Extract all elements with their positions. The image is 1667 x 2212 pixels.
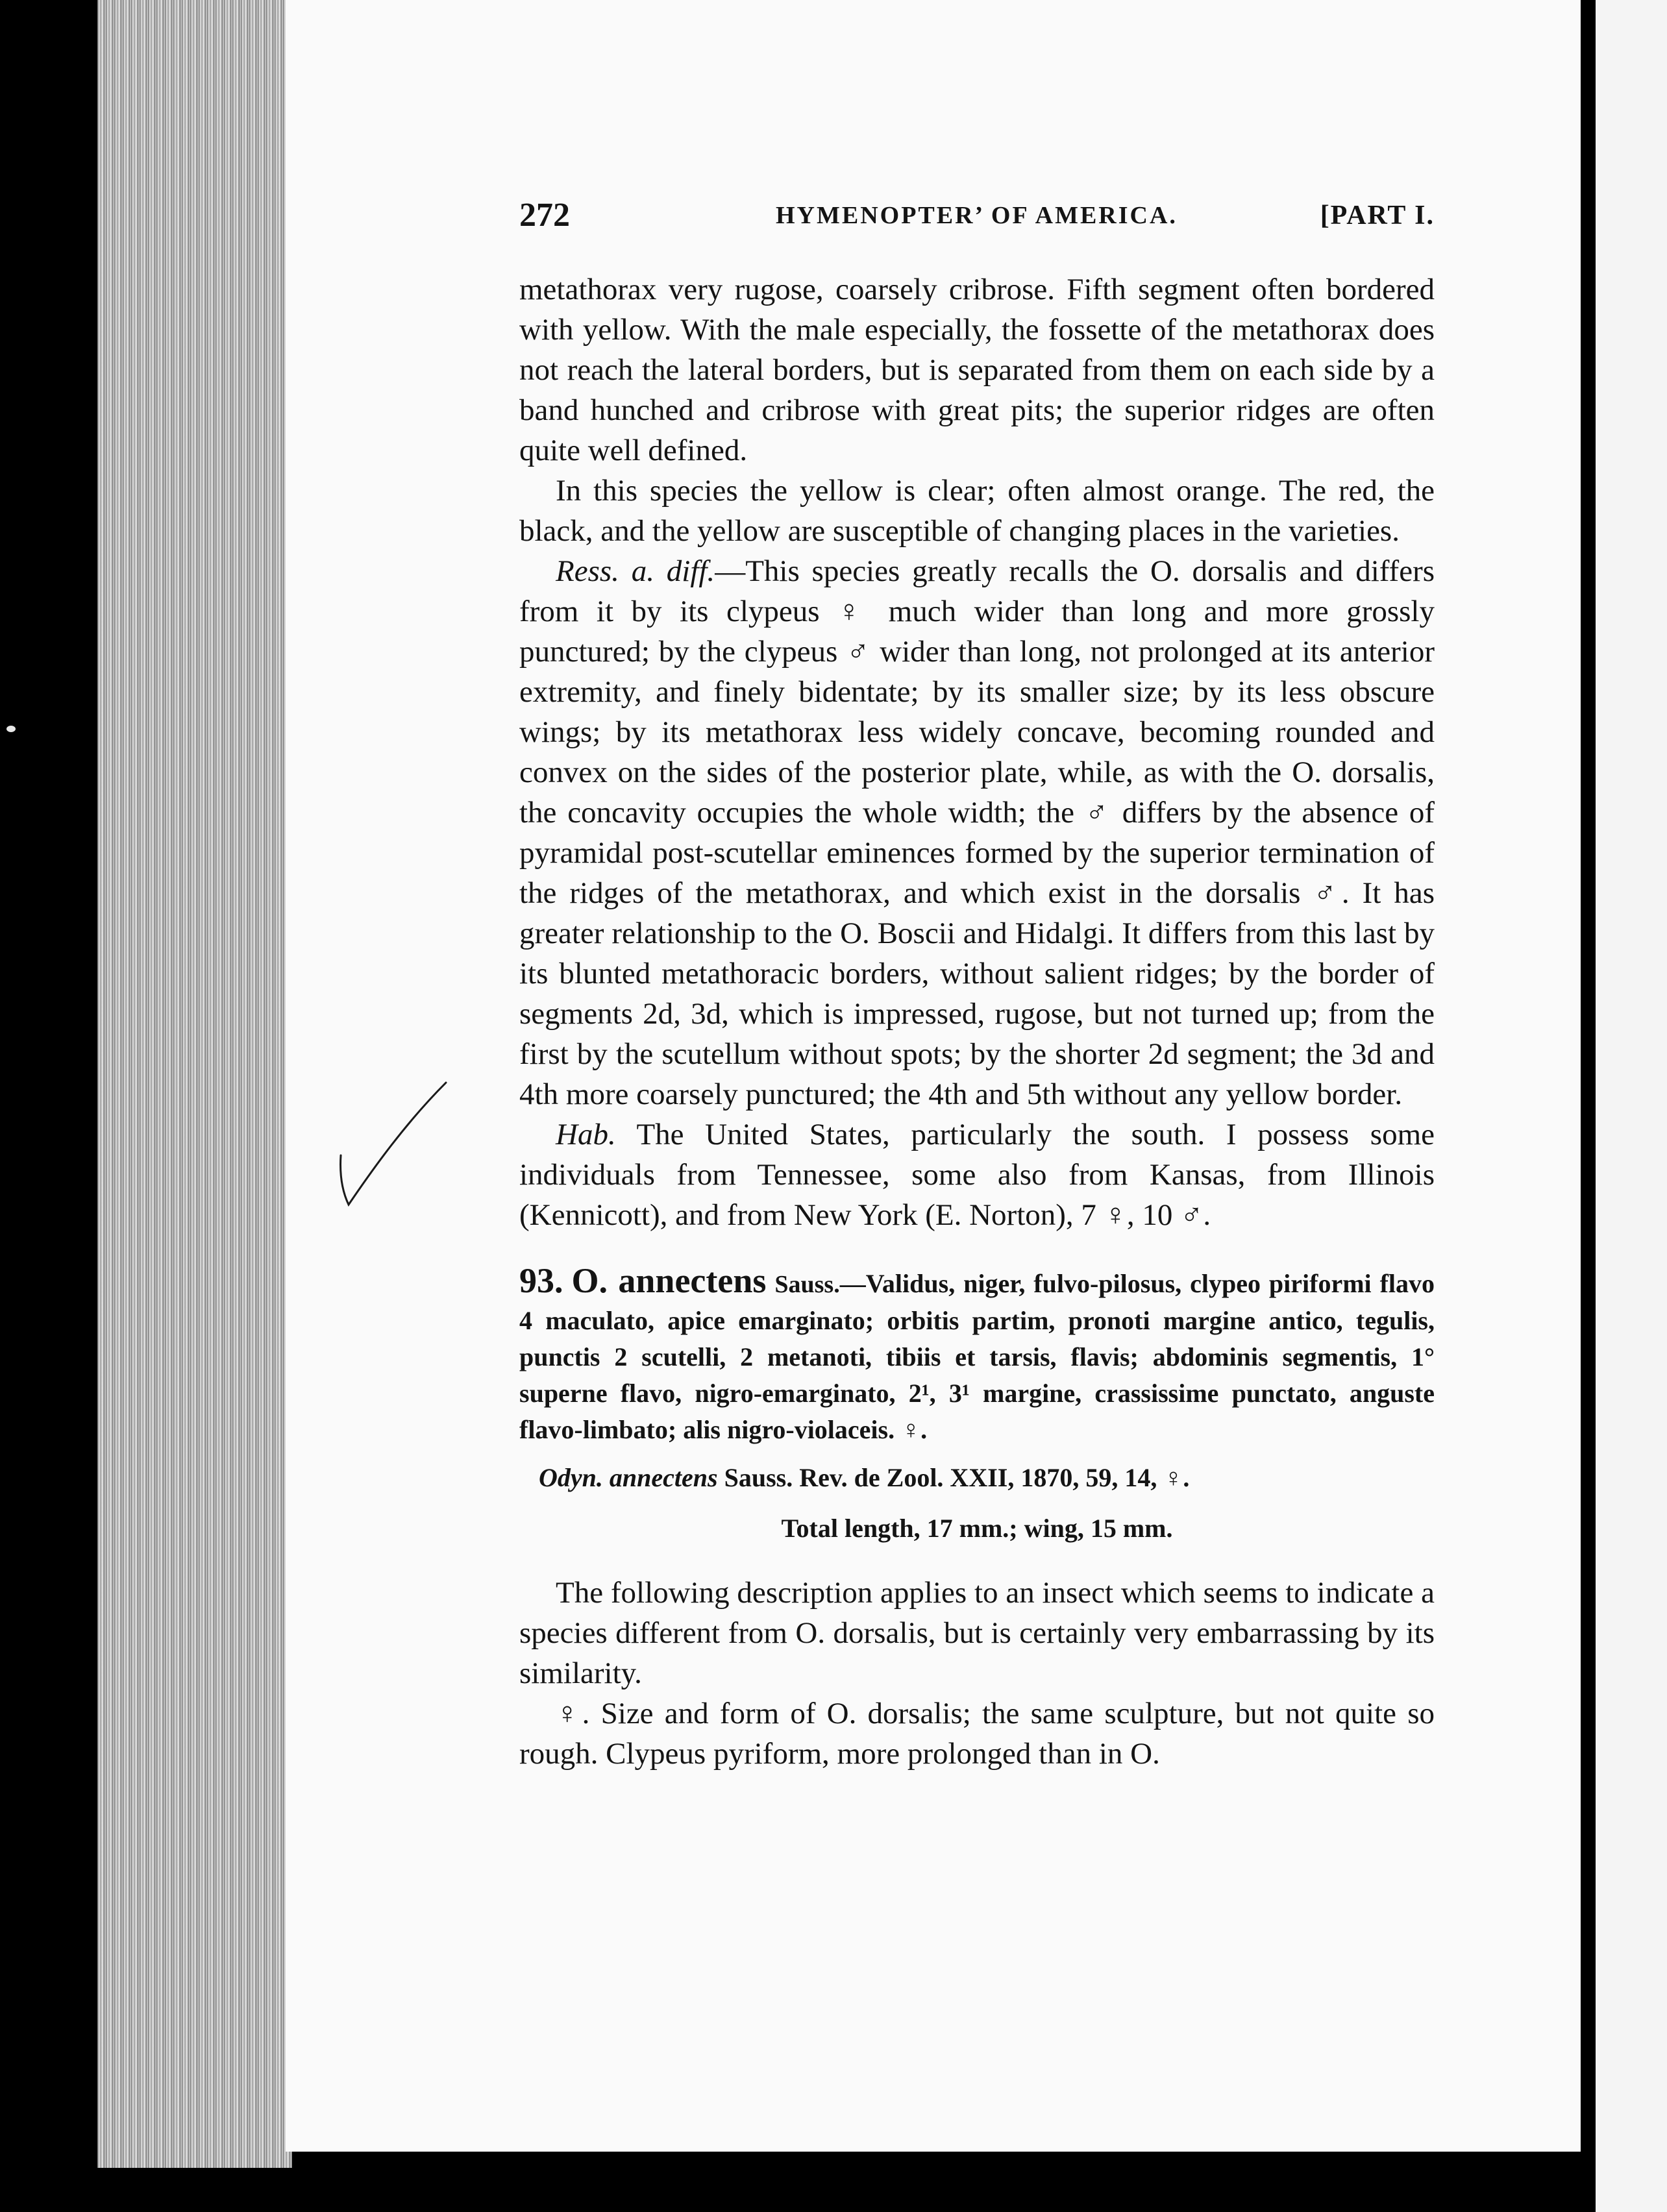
part-label: [PART I. (1320, 201, 1435, 230)
species-entry-header (519, 1262, 1435, 1448)
page-number: 272 (519, 197, 570, 234)
handwritten-check-mark (334, 1077, 451, 1220)
species-author: Sauss. (774, 1271, 840, 1298)
paragraph-habitat (519, 1114, 1435, 1235)
ress-label: Ress. a. diff. (556, 554, 715, 588)
species-name: O. annectens (571, 1261, 767, 1300)
measurements: Total length, 17 mm.; wing, 15 mm. (781, 1514, 1173, 1543)
synonym-reference: Sauss. Rev. de Zool. XXII, 1870, 59, 14, ♀. (717, 1463, 1190, 1492)
ress-text: —This species greatly recalls the O. dorsalis and differs from it by its clypeus ♀ much wider than long and more grossly punctured; by the clypeus ♂ wider than long, not prolonged at its anterior extremity, and finely bidentate; by its smaller size; by its less obscure wings; by its metathorax less widely concave, becoming rounded and convex on the sides of the posterior plate, while, as with the O. dorsalis, the concavity occupies the whole width; the ♂ differs by the absence of pyramidal post-scutellar eminences formed by the superior termination of the ridges of the metathorax, and which exist in the dorsalis ♂. It has greater relationship to the O. Boscii and Hidalgi. It differs from this last by its blunted metathoracic borders, without salient ridges; by the border of segments 2d, 3d, which is impressed, rugose, but not turned up; from the first by the scutellum without spots; by the shorter 2d segment; the 3d and 4th more coarsely punctured; the 4th and 5th without any yellow border. (519, 554, 1435, 1111)
hab-label: Hab. (556, 1118, 616, 1151)
paragraph-ress-diff (519, 551, 1435, 1114)
running-head (519, 196, 1435, 241)
paragraph-yellow: In this species the yellow is clear; often almost orange. The red, the black, and the yellow are susceptible of changing places in the varieties. (519, 474, 1435, 548)
synonym-citation (539, 1460, 1435, 1496)
species-number: 93. (519, 1261, 563, 1300)
margin-speck (6, 726, 16, 732)
species-description: —Validus, niger, fulvo-pilosus, clypeo piriformi flavo 4 maculato, apice emarginato; orbitis partim, pronoti margine antico, tegulis, punctis 2 scutelli, 2 metanoti, tibiis et tarsis, flavis; abdominis segmentis, 1° superne flavo, nigro-emarginato, 2¹, 3¹ margine, crassissime punctato, anguste flavo-limbato; alis nigro-violaceis. ♀. (519, 1269, 1435, 1444)
paragraph-female-description: ♀. Size and form of O. dorsalis; the same sculpture, but not quite so rough. Clypeus pyriform, more prolonged than in O. (519, 1697, 1435, 1771)
synonym-name: Odyn. annectens (539, 1463, 718, 1492)
paragraph-continued: metathorax very rugose, coarsely cribrose. Fifth segment often bordered with yellow. With the male especially, the fossette of the metathorax does not reach the lateral borders, but is separated from them on each side by a band hunched and cribrose with great pits; the superior ridges are often quite well defined. (519, 273, 1435, 467)
facing-page-edge (1596, 0, 1667, 2212)
page-body (519, 269, 1435, 1774)
book-page-edges (97, 0, 292, 2168)
paragraph-following-description: The following description applies to an insect which seems to indicate a species different from O. dorsalis, but is certainly very embarrassing by its similarity. (519, 1576, 1435, 1690)
running-title: HYMENOPTER’ OF AMERICA. (776, 202, 1178, 229)
species-entry (519, 1262, 1435, 1547)
description-text (519, 1573, 1435, 1774)
hab-text: The United States, particularly the south. I possess some individuals from Tennessee, some also from Kansas, from Illinois (Kennicott), and from New York (E. Norton), 7 ♀, 10 ♂. (519, 1118, 1435, 1232)
